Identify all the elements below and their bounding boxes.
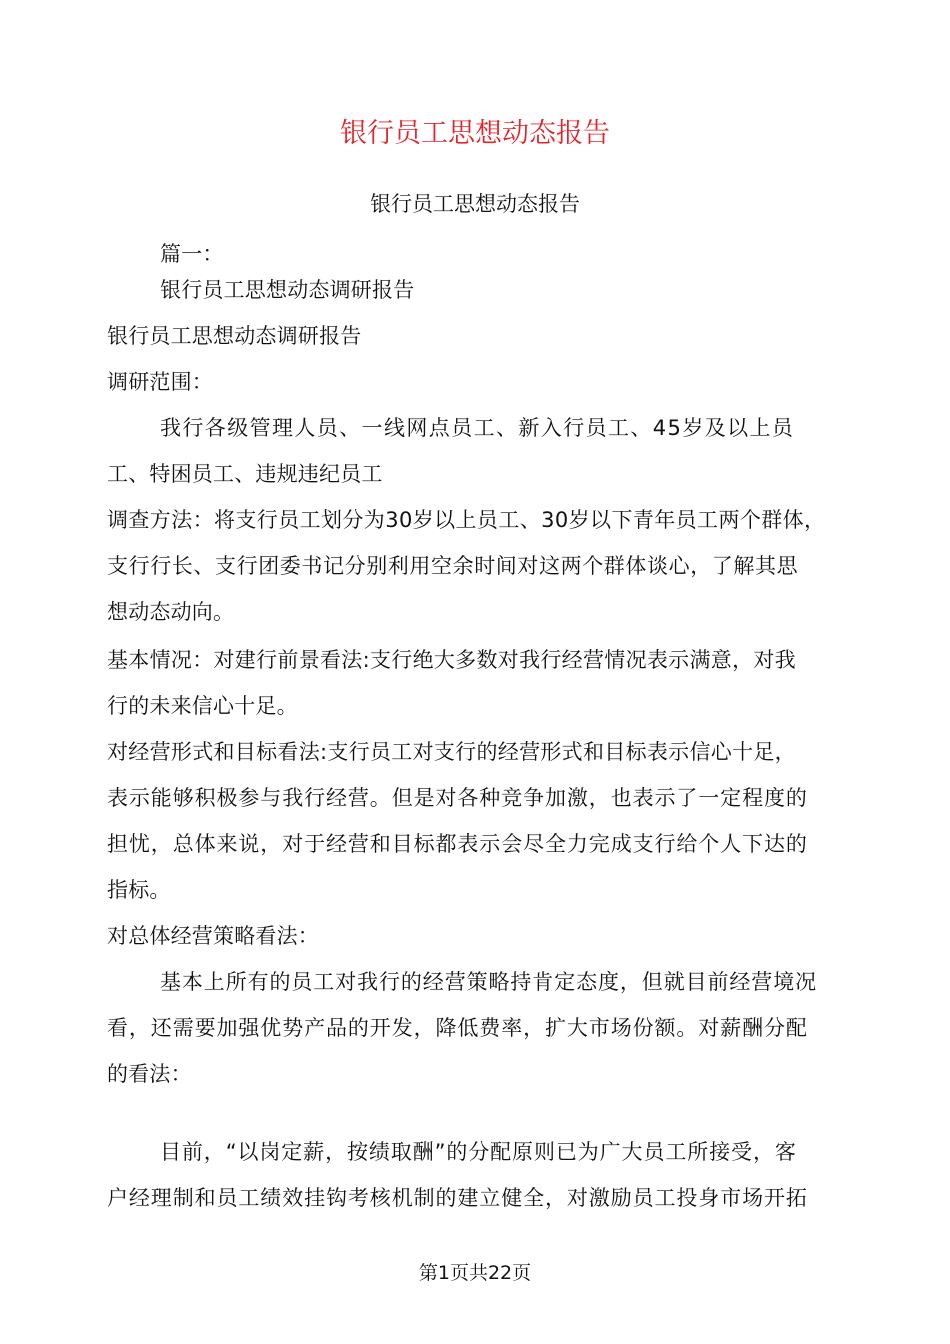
body-line: 对经营形式和目标看法:支行员工对支行的经营形式和目标表示信心十足， [107, 740, 796, 764]
body-line: 调查方法：将支行员工划分为30岁以上员工、30岁以下青年员工两个群体， [107, 508, 826, 532]
body-line: 篇一： [160, 242, 224, 266]
body-line: 想动态动向。 [107, 600, 235, 624]
body-line: 银行员工思想动态调研报告 [160, 278, 415, 302]
body-line: 表示能够积极参与我行经营。但是对各种竞争加激，也表示了一定程度的 [107, 786, 808, 810]
page-footer: 第1页共22页 [418, 1262, 532, 1284]
document-subtitle: 银行员工思想动态报告 [370, 192, 580, 216]
body-line: 指标。 [107, 878, 171, 902]
body-line: 支行行长、支行团委书记分别利用空余时间对这两个群体谈心，了解其思 [107, 554, 799, 578]
body-line: 看，还需要加强优势产品的开发，降低费率，扩大市场份额。对薪酬分配 [107, 1016, 808, 1040]
body-line: 工、特困员工、违规违纪员工 [107, 462, 383, 486]
body-line: 银行员工思想动态调研报告 [107, 324, 362, 348]
document-title: 银行员工思想动态报告 [340, 118, 610, 149]
body-line: 行的未来信心十足。 [107, 694, 298, 718]
body-line: 调研范围： [107, 370, 213, 394]
body-line: 我行各级管理人员、一线网点员工、新入行员工、45岁及以上员 [160, 416, 795, 440]
body-line: 目前，“以岗定薪，按绩取酬”的分配原则已为广大员工所接受，客 [160, 1140, 797, 1164]
body-line: 基本上所有的员工对我行的经营策略持肯定态度，但就目前经营境况 [160, 970, 817, 994]
body-line: 基本情况：对建行前景看法:支行绝大多数对我行经营情况表示满意，对我 [107, 648, 796, 672]
body-line: 担忧，总体来说，对于经营和目标都表示会尽全力完成支行给个人下达的 [107, 832, 808, 856]
body-line: 对总体经营策略看法： [107, 924, 319, 948]
body-line: 户经理制和员工绩效挂钩考核机制的建立健全，对激励员工投身市场开拓 [107, 1186, 808, 1210]
body-line: 的看法： [107, 1062, 192, 1086]
